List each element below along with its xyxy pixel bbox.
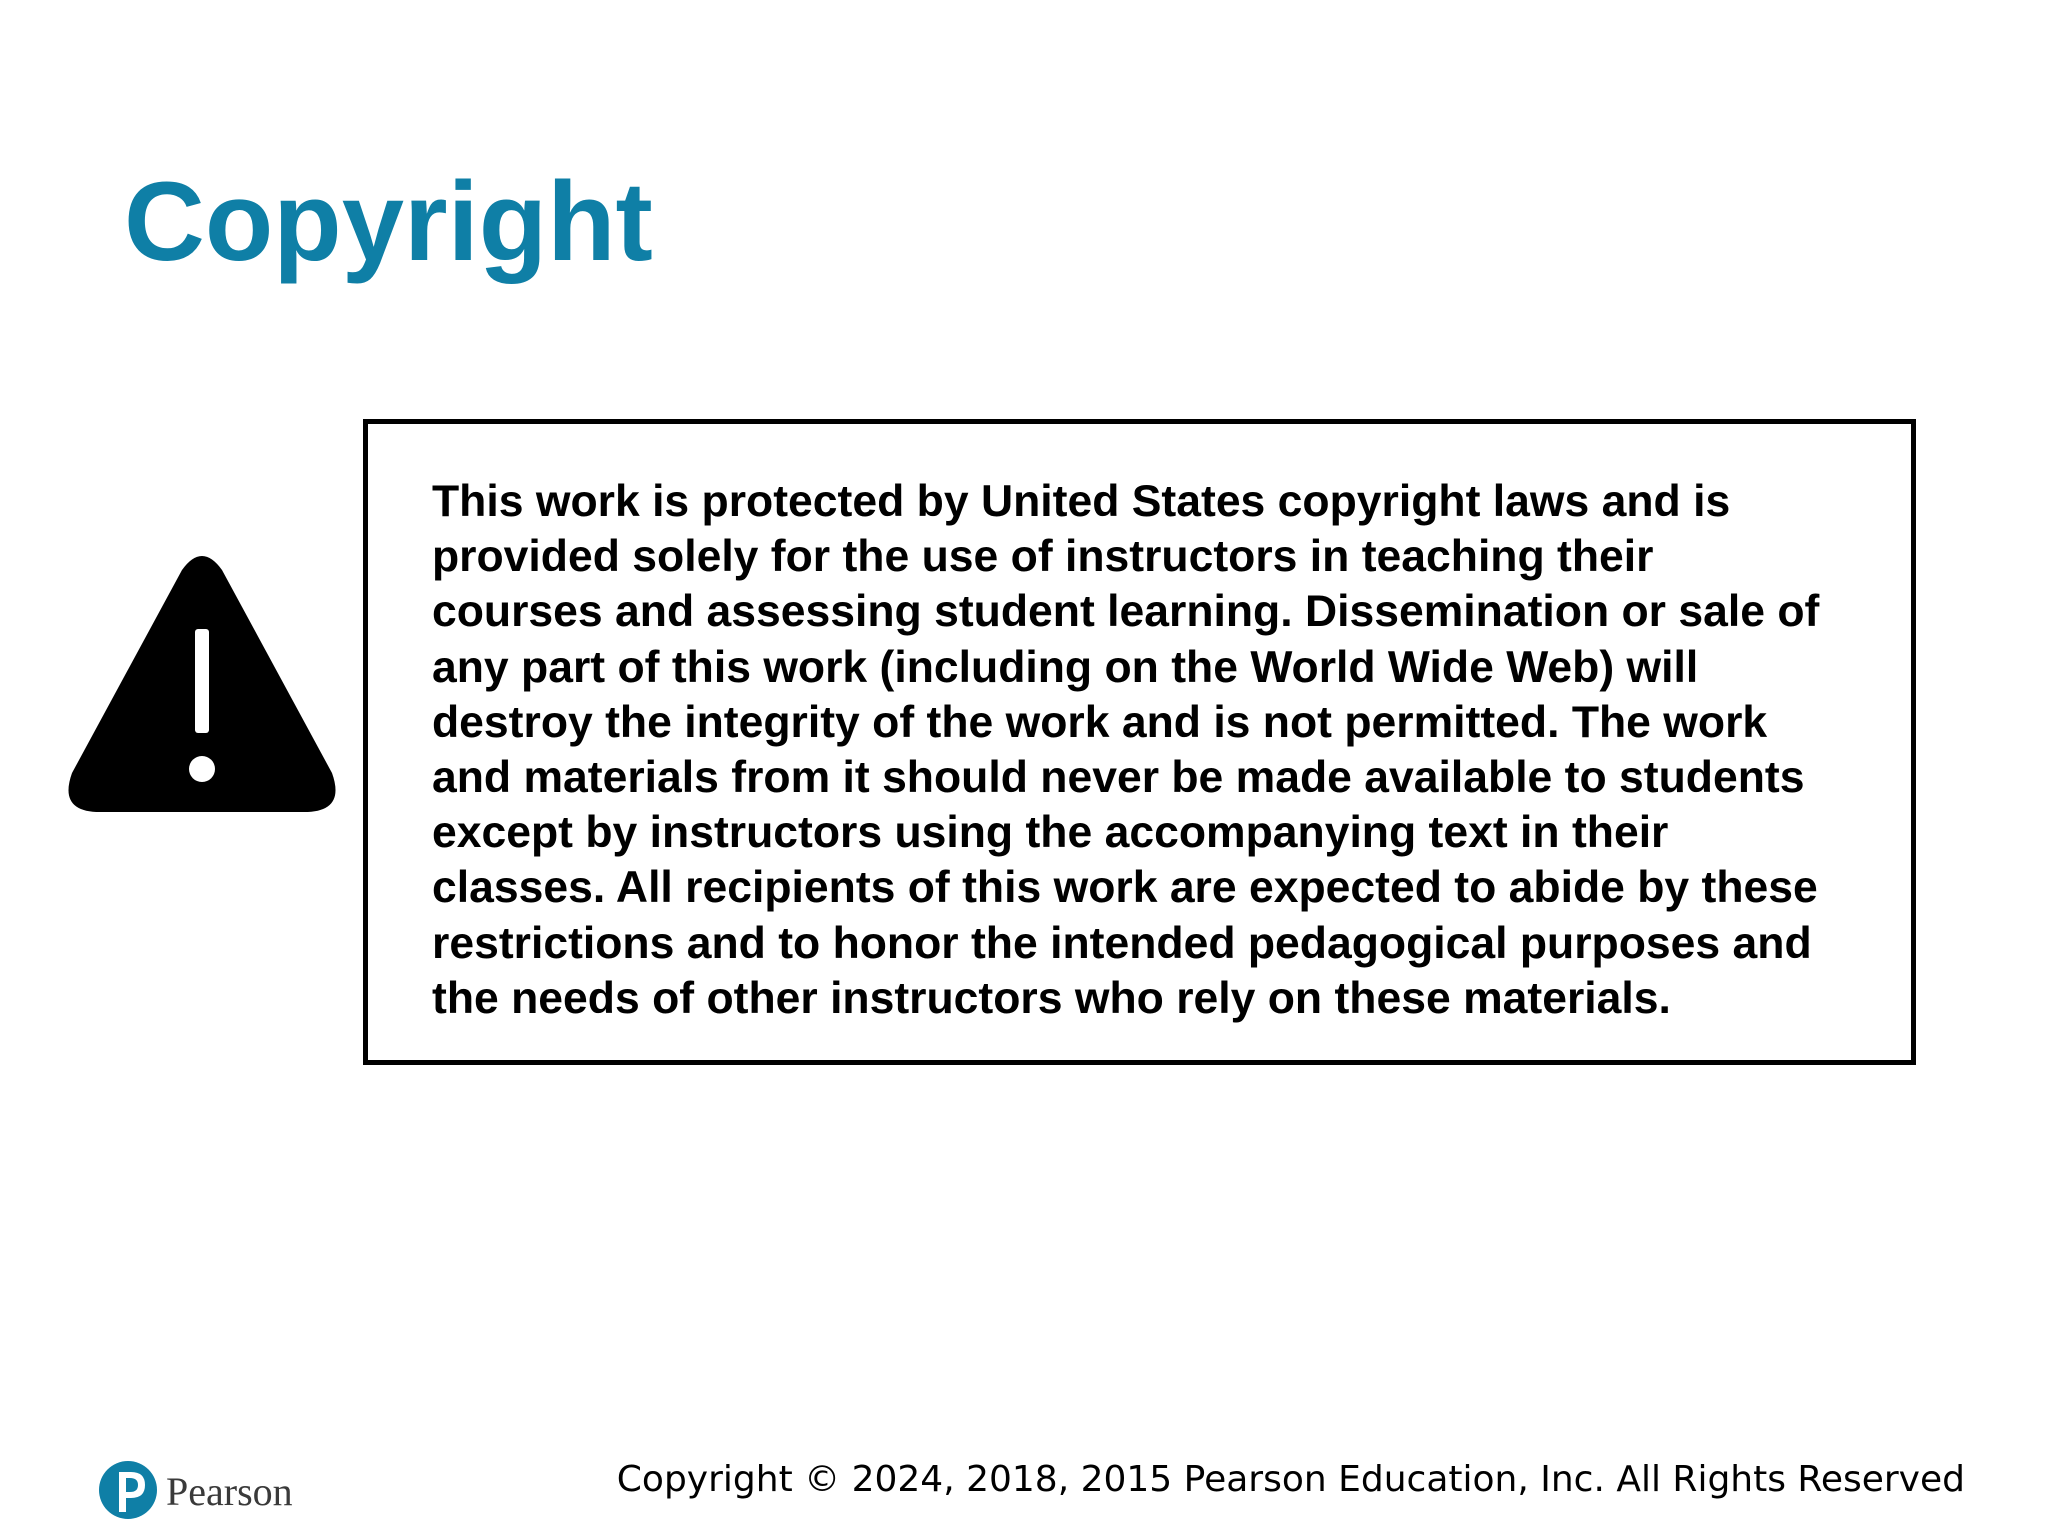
notice-line: any part of this work (including on the World Wide Web) will [432,642,1699,692]
footer-copyright: Copyright © 2024, 2018, 2015 Pearson Education, Inc. All Rights Reserved [616,1459,1965,1500]
notice-line: provided solely for the use of instructors in teaching their [432,532,1654,582]
copyright-notice-box [363,419,1916,1065]
notice-line: This work is protected by United States copyright laws and is [432,477,1731,526]
pearson-logo [98,1455,328,1525]
notice-line: courses and assessing student learning. Dissemination or sale of [432,587,1820,637]
copyright-notice-text [432,474,1892,1026]
notice-line: restrictions and to honor the intended pedagogical purposes and [432,918,1812,968]
notice-line: except by instructors using the accompanying text in their [432,808,1669,858]
warning-triangle-icon [64,550,340,826]
pearson-logo-text: Pearson [166,1469,293,1514]
notice-line: destroy the integrity of the work and is not permitted. The work [432,697,1768,747]
notice-line: classes. All recipients of this work are expected to abide by these [432,863,1818,913]
notice-line: and materials from it should never be made available to students [432,753,1805,803]
notice-line: the needs of other instructors who rely on these materials. [432,973,1671,1023]
page-title: Copyright [124,159,653,284]
